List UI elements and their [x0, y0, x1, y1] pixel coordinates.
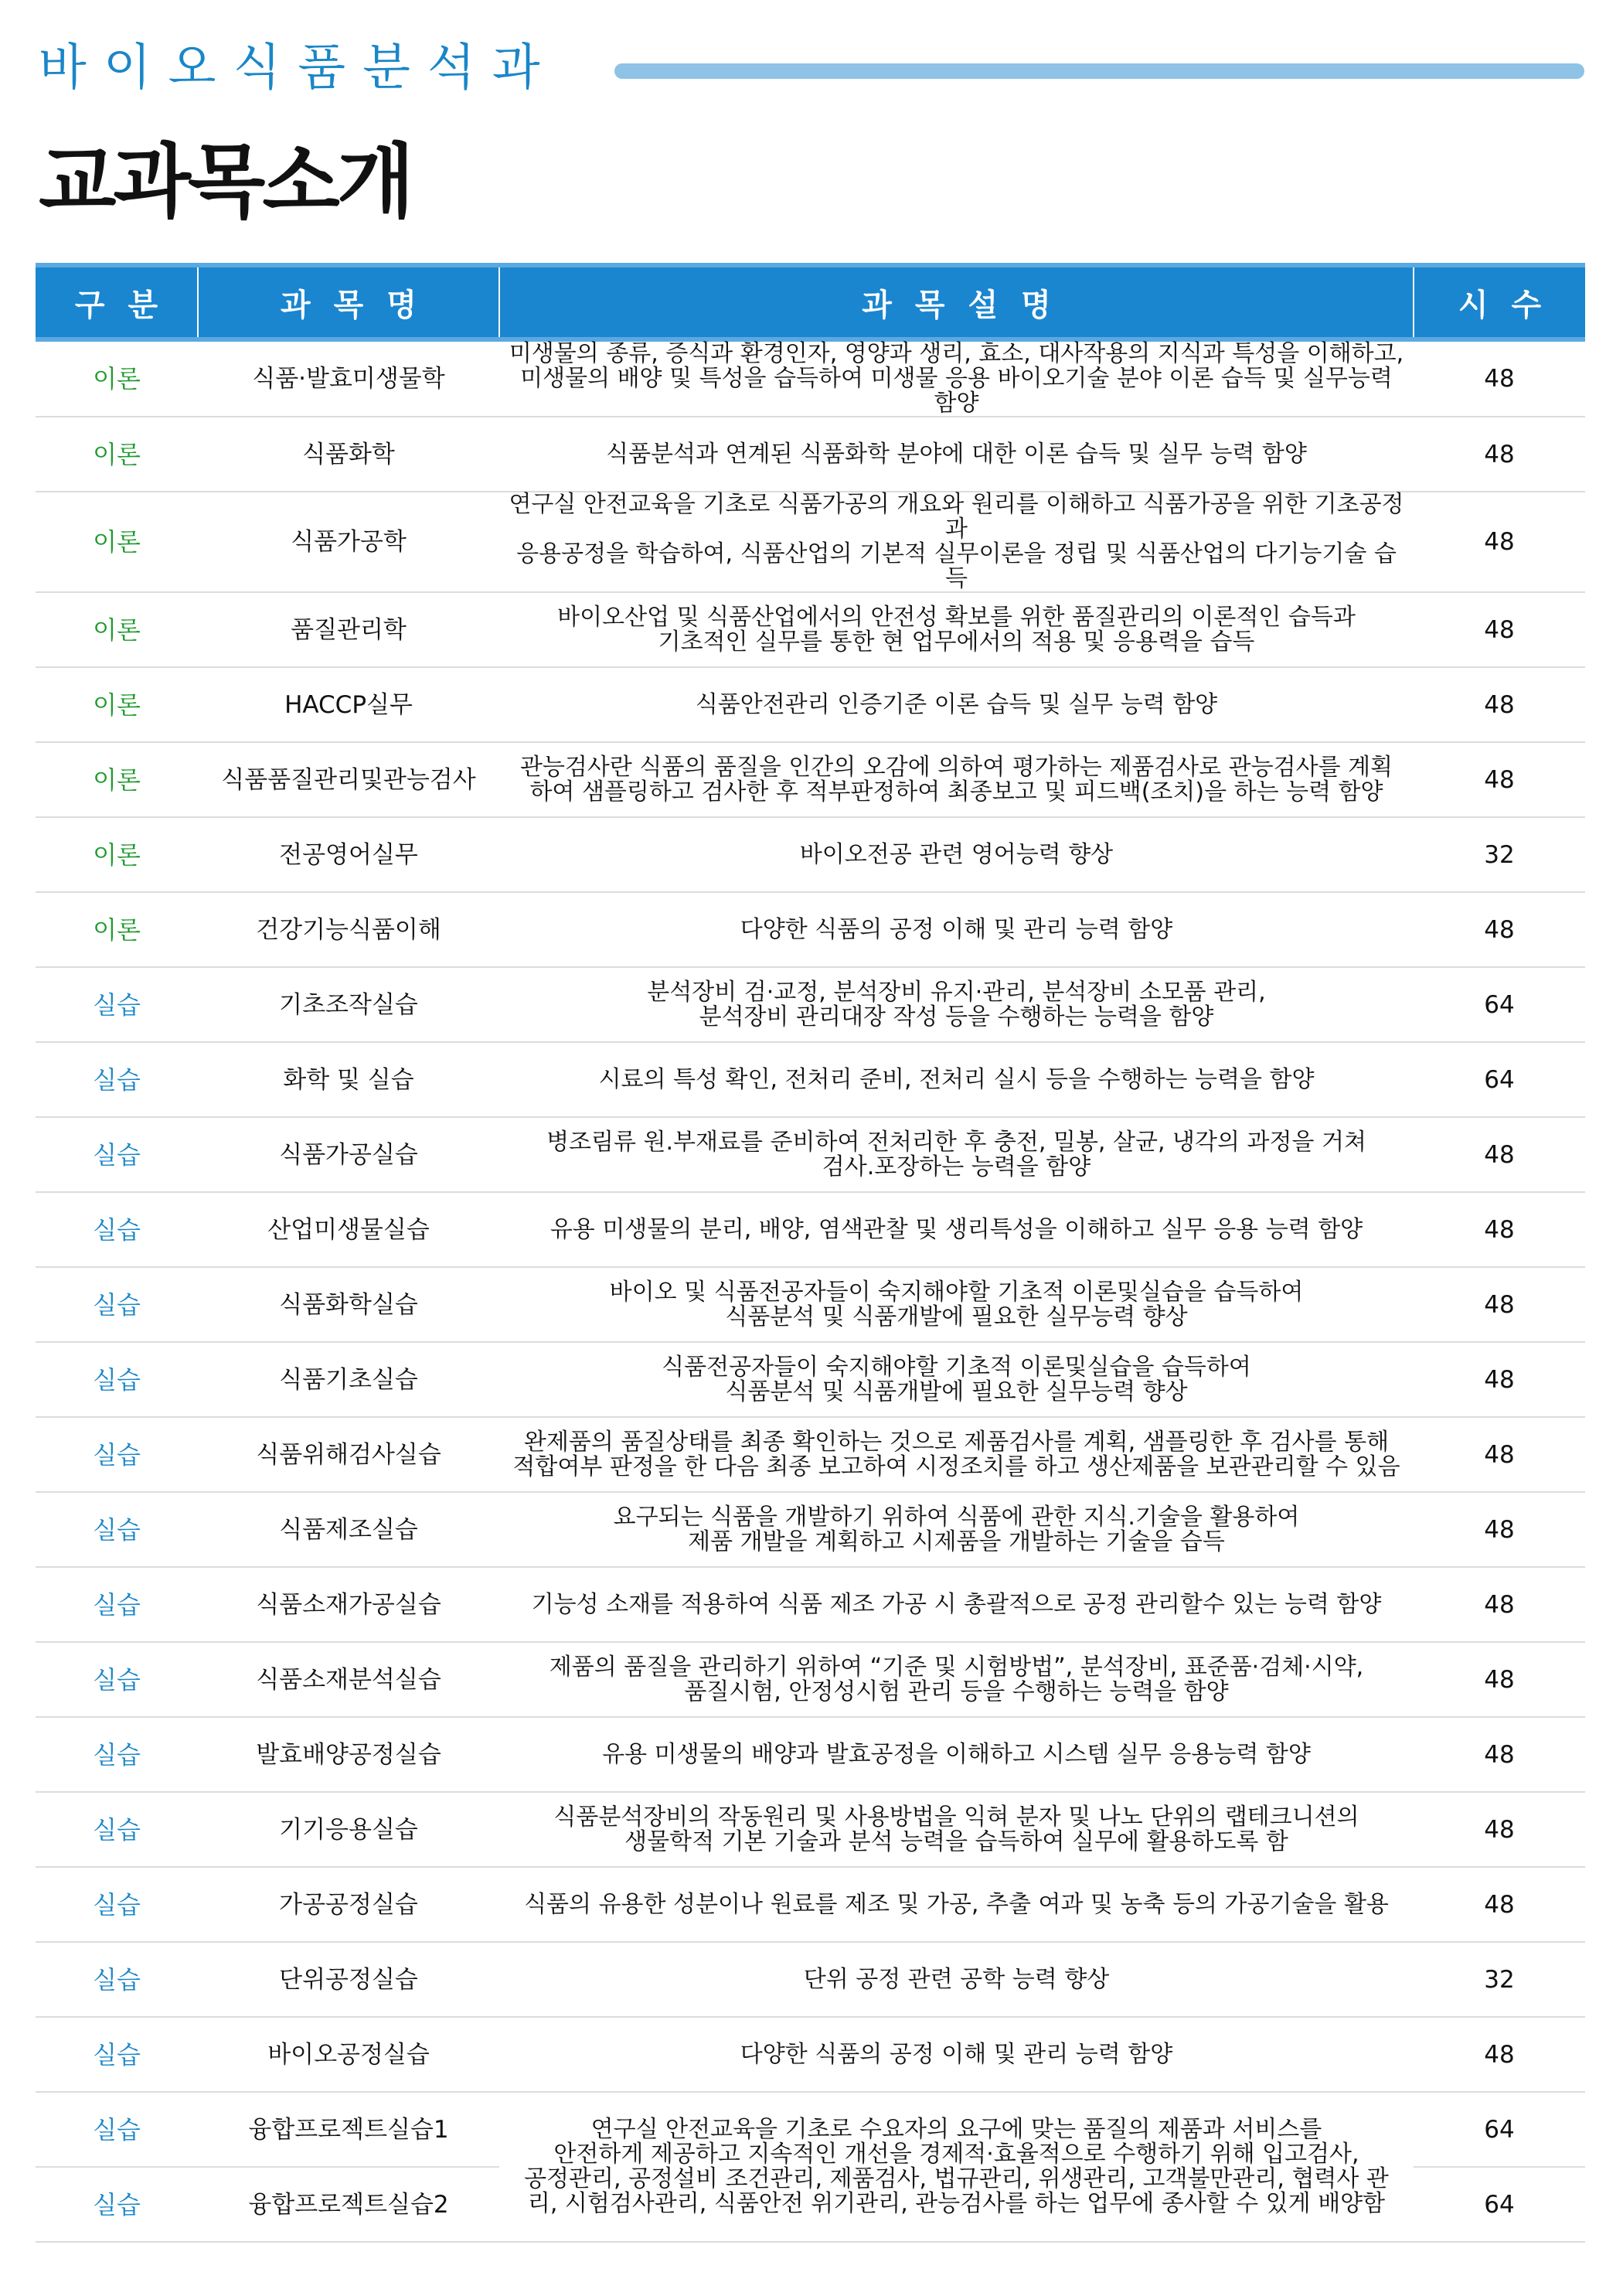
hours-cell: 64: [1414, 2167, 1585, 2242]
hours-cell: 48: [1414, 1792, 1585, 1867]
course-name-cell: 가공공정실습: [198, 1867, 499, 1942]
header-category: 구분: [36, 265, 198, 339]
course-name-cell: 단위공정실습: [198, 1942, 499, 2017]
course-description-cell: 바이오산업 및 식품산업에서의 안전성 확보를 위한 품질관리의 이론적인 습득과 기초적인 실무를 통한 현 업무에서의 적용 및 응용력을 습득: [499, 592, 1414, 667]
table-row: [36, 1492, 1585, 1567]
category-cell: 실습: [36, 1342, 198, 1417]
course-description-cell: 다양한 식품의 공정 이해 및 관리 능력 함양: [499, 892, 1414, 967]
table-row: [36, 1267, 1585, 1342]
hours-cell: 48: [1414, 1267, 1585, 1342]
course-name-cell: 기초조작실습: [198, 967, 499, 1042]
course-description-cell: 식품의 유용한 성분이나 원료를 제조 및 가공, 추출 여과 및 농축 등의 가공기술을 활용: [499, 1867, 1414, 1942]
table-row: [36, 667, 1585, 742]
course-name-cell: 융합프로젝트실습1: [198, 2092, 499, 2167]
table-body: [36, 339, 1585, 2242]
course-description-cell: 요구되는 식품을 개발하기 위하여 식품에 관한 지식.기술을 활용하여 제품 개발을 계획하고 시제품을 개발하는 기술을 습득: [499, 1492, 1414, 1567]
hours-cell: 48: [1414, 592, 1585, 667]
course-name-cell: HACCP실무: [198, 667, 499, 742]
department-name: 바이오식품분석과: [39, 39, 557, 97]
table-row: [36, 742, 1585, 817]
course-name-cell: 산업미생물실습: [198, 1192, 499, 1267]
hours-cell: 48: [1414, 1192, 1585, 1267]
course-name-cell: 식품화학: [198, 417, 499, 492]
header-course-description: 과목설명: [499, 265, 1414, 339]
table-row: [36, 1717, 1585, 1792]
course-name-cell: 건강기능식품이해: [198, 892, 499, 967]
hours-cell: 48: [1414, 417, 1585, 492]
table-row: [36, 1042, 1585, 1117]
category-cell: 실습: [36, 2092, 198, 2167]
table-row: [36, 892, 1585, 967]
category-cell: 이론: [36, 817, 198, 892]
table-header-row: [36, 265, 1585, 339]
page-title: 교과목소개: [39, 135, 412, 229]
hours-cell: 48: [1414, 1492, 1585, 1567]
table-row: [36, 967, 1585, 1042]
category-cell: 실습: [36, 1792, 198, 1867]
course-description-cell: 병조림류 원.부재료를 준비하여 전처리한 후 충전, 밀봉, 살균, 냉각의 과정을 거쳐 검사.포장하는 능력을 함양: [499, 1117, 1414, 1192]
course-description-cell: 유용 미생물의 배양과 발효공정을 이해하고 시스템 실무 응용능력 함양: [499, 1717, 1414, 1792]
category-cell: 이론: [36, 742, 198, 817]
header-course-name: 과목명: [198, 265, 499, 339]
course-description-cell: 연구실 안전교육을 기초로 식품가공의 개요와 원리를 이해하고 식품가공을 위한 기초공정과 응용공정을 학습하여, 식품산업의 기본적 실무이론을 정립 및 식품산업의 다기능기술 습득: [499, 492, 1414, 592]
category-cell: 실습: [36, 1642, 198, 1717]
course-name-cell: 식품기초실습: [198, 1342, 499, 1417]
hours-cell: 32: [1414, 817, 1585, 892]
course-description-cell: 식품안전관리 인증기준 이론 습득 및 실무 능력 함양: [499, 667, 1414, 742]
course-name-cell: 식품·발효미생물학: [198, 339, 499, 417]
course-name-cell: 식품소재분석실습: [198, 1642, 499, 1717]
category-cell: 실습: [36, 967, 198, 1042]
category-cell: 실습: [36, 1942, 198, 2017]
course-name-cell: 융합프로젝트실습2: [198, 2167, 499, 2242]
course-name-cell: 식품품질관리및관능검사: [198, 742, 499, 817]
course-description-cell: 기능성 소재를 적용하여 식품 제조 가공 시 총괄적으로 공정 관리할수 있는 능력 함양: [499, 1567, 1414, 1642]
course-name-cell: 식품제조실습: [198, 1492, 499, 1567]
course-name-cell: 바이오공정실습: [198, 2017, 499, 2092]
category-cell: 실습: [36, 1717, 198, 1792]
course-description-cell: 바이오 및 식품전공자들이 숙지해야할 기초적 이론및실습을 습득하여 식품분석 및 식품개발에 필요한 실무능력 향상: [499, 1267, 1414, 1342]
category-cell: 실습: [36, 1042, 198, 1117]
course-description-cell: 완제품의 품질상태를 최종 확인하는 것으로 제품검사를 계획, 샘플링한 후 검사를 통해 적합여부 판정을 한 다음 최종 보고하여 시정조치를 하고 생산제품을 보관관리할 수 있음: [499, 1417, 1414, 1492]
hours-cell: 48: [1414, 339, 1585, 417]
hours-cell: 64: [1414, 2092, 1585, 2167]
table-row: [36, 1192, 1585, 1267]
table-row: [36, 1567, 1585, 1642]
hours-cell: 32: [1414, 1942, 1585, 2017]
table-row: [36, 1867, 1585, 1942]
hours-cell: 48: [1414, 2017, 1585, 2092]
category-cell: 실습: [36, 1192, 198, 1267]
course-description-cell: 다양한 식품의 공정 이해 및 관리 능력 함양: [499, 2017, 1414, 2092]
category-cell: 이론: [36, 892, 198, 967]
hours-cell: 48: [1414, 1567, 1585, 1642]
category-cell: 실습: [36, 1867, 198, 1942]
table-row: [36, 1642, 1585, 1717]
hours-cell: 48: [1414, 1717, 1585, 1792]
category-cell: 이론: [36, 667, 198, 742]
hours-cell: 48: [1414, 667, 1585, 742]
table-row: [36, 1417, 1585, 1492]
category-cell: 실습: [36, 1117, 198, 1192]
course-description-cell: 식품전공자들이 숙지해야할 기초적 이론및실습을 습득하여 식품분석 및 식품개발에 필요한 실무능력 향상: [499, 1342, 1414, 1417]
table-row: [36, 2092, 1585, 2167]
course-description-cell: 식품분석과 연계된 식품화학 분야에 대한 이론 습득 및 실무 능력 함양: [499, 417, 1414, 492]
table-row: [36, 1792, 1585, 1867]
course-description-cell: 제품의 품질을 관리하기 위하여 “기준 및 시험방법”, 분석장비, 표준품·검체·시약, 품질시험, 안정성시험 관리 등을 수행하는 능력을 함양: [499, 1642, 1414, 1717]
category-cell: 실습: [36, 1267, 198, 1342]
category-cell: 이론: [36, 492, 198, 592]
hours-cell: 48: [1414, 1867, 1585, 1942]
hours-cell: 48: [1414, 742, 1585, 817]
course-description-cell: 식품분석장비의 작동원리 및 사용방법을 익혀 분자 및 나노 단위의 랩테크니션의 생물학적 기본 기술과 분석 능력을 습득하여 실무에 활용하도록 함: [499, 1792, 1414, 1867]
category-cell: 실습: [36, 1567, 198, 1642]
hours-cell: 48: [1414, 492, 1585, 592]
course-name-cell: 식품가공학: [198, 492, 499, 592]
course-description-cell: 관능검사란 식품의 품질을 인간의 오감에 의하여 평가하는 제품검사로 관능검사를 계획 하여 샘플링하고 검사한 후 적부판정하여 최종보고 및 피드백(조치)을 하는 능력 함양: [499, 742, 1414, 817]
hours-cell: 48: [1414, 1117, 1585, 1192]
table-row: [36, 2017, 1585, 2092]
category-cell: 이론: [36, 592, 198, 667]
table-row: [36, 817, 1585, 892]
course-description-cell: 시료의 특성 확인, 전처리 준비, 전처리 실시 등을 수행하는 능력을 함양: [499, 1042, 1414, 1117]
table-row: [36, 492, 1585, 592]
course-description-cell: 미생물의 종류, 증식과 환경인자, 영양과 생리, 효소, 대사작용의 지식과 특성을 이해하고, 미생물의 배양 및 특성을 습득하여 미생물 응용 바이오기술 분야 이론 습득 및 실무능력 함양: [499, 339, 1414, 417]
course-description-cell: 단위 공정 관련 공학 능력 향상: [499, 1942, 1414, 2017]
curriculum-table: [36, 263, 1585, 2243]
hours-cell: 48: [1414, 1342, 1585, 1417]
course-description-cell: 분석장비 검·교정, 분석장비 유지·관리, 분석장비 소모품 관리, 분석장비 관리대장 작성 등을 수행하는 능력을 함양: [499, 967, 1414, 1042]
course-description-cell: 바이오전공 관련 영어능력 향상: [499, 817, 1414, 892]
table-row: [36, 1342, 1585, 1417]
hours-cell: 48: [1414, 892, 1585, 967]
hours-cell: 64: [1414, 967, 1585, 1042]
category-cell: 실습: [36, 1492, 198, 1567]
table-row: [36, 592, 1585, 667]
category-cell: 실습: [36, 2017, 198, 2092]
course-name-cell: 화학 및 실습: [198, 1042, 499, 1117]
header-hours: 시수: [1414, 265, 1585, 339]
course-description-cell: 연구실 안전교육을 기초로 수요자의 요구에 맞는 품질의 제품과 서비스를 안전하게 제공하고 지속적인 개선을 경제적·효율적으로 수행하기 위해 입고검사, 공정관리, 공정설비 조건관리, 제품검사, 법규관리, 위생관리, 고객불만관리, 협력사 관 리, 시험검사관리, 식품안전 위기관리, 관능검사를 하는 업무에 종사할 수 있게 배양함: [499, 2092, 1414, 2242]
category-cell: 실습: [36, 1417, 198, 1492]
hours-cell: 64: [1414, 1042, 1585, 1117]
hours-cell: 48: [1414, 1642, 1585, 1717]
course-name-cell: 발효배양공정실습: [198, 1717, 499, 1792]
hours-cell: 48: [1414, 1417, 1585, 1492]
category-cell: 이론: [36, 417, 198, 492]
course-name-cell: 식품화학실습: [198, 1267, 499, 1342]
course-name-cell: 식품소재가공실습: [198, 1567, 499, 1642]
course-name-cell: 식품가공실습: [198, 1117, 499, 1192]
table-row: [36, 1942, 1585, 2017]
table-row: [36, 417, 1585, 492]
category-cell: 이론: [36, 339, 198, 417]
table-row: [36, 339, 1585, 417]
table-row: [36, 1117, 1585, 1192]
course-name-cell: 식품위해검사실습: [198, 1417, 499, 1492]
course-name-cell: 전공영어실무: [198, 817, 499, 892]
course-name-cell: 품질관리학: [198, 592, 499, 667]
course-name-cell: 기기응용실습: [198, 1792, 499, 1867]
decorative-header-bar: [614, 63, 1584, 79]
course-description-cell: 유용 미생물의 분리, 배양, 염색관찰 및 생리특성을 이해하고 실무 응용 능력 함양: [499, 1192, 1414, 1267]
category-cell: 실습: [36, 2167, 198, 2242]
